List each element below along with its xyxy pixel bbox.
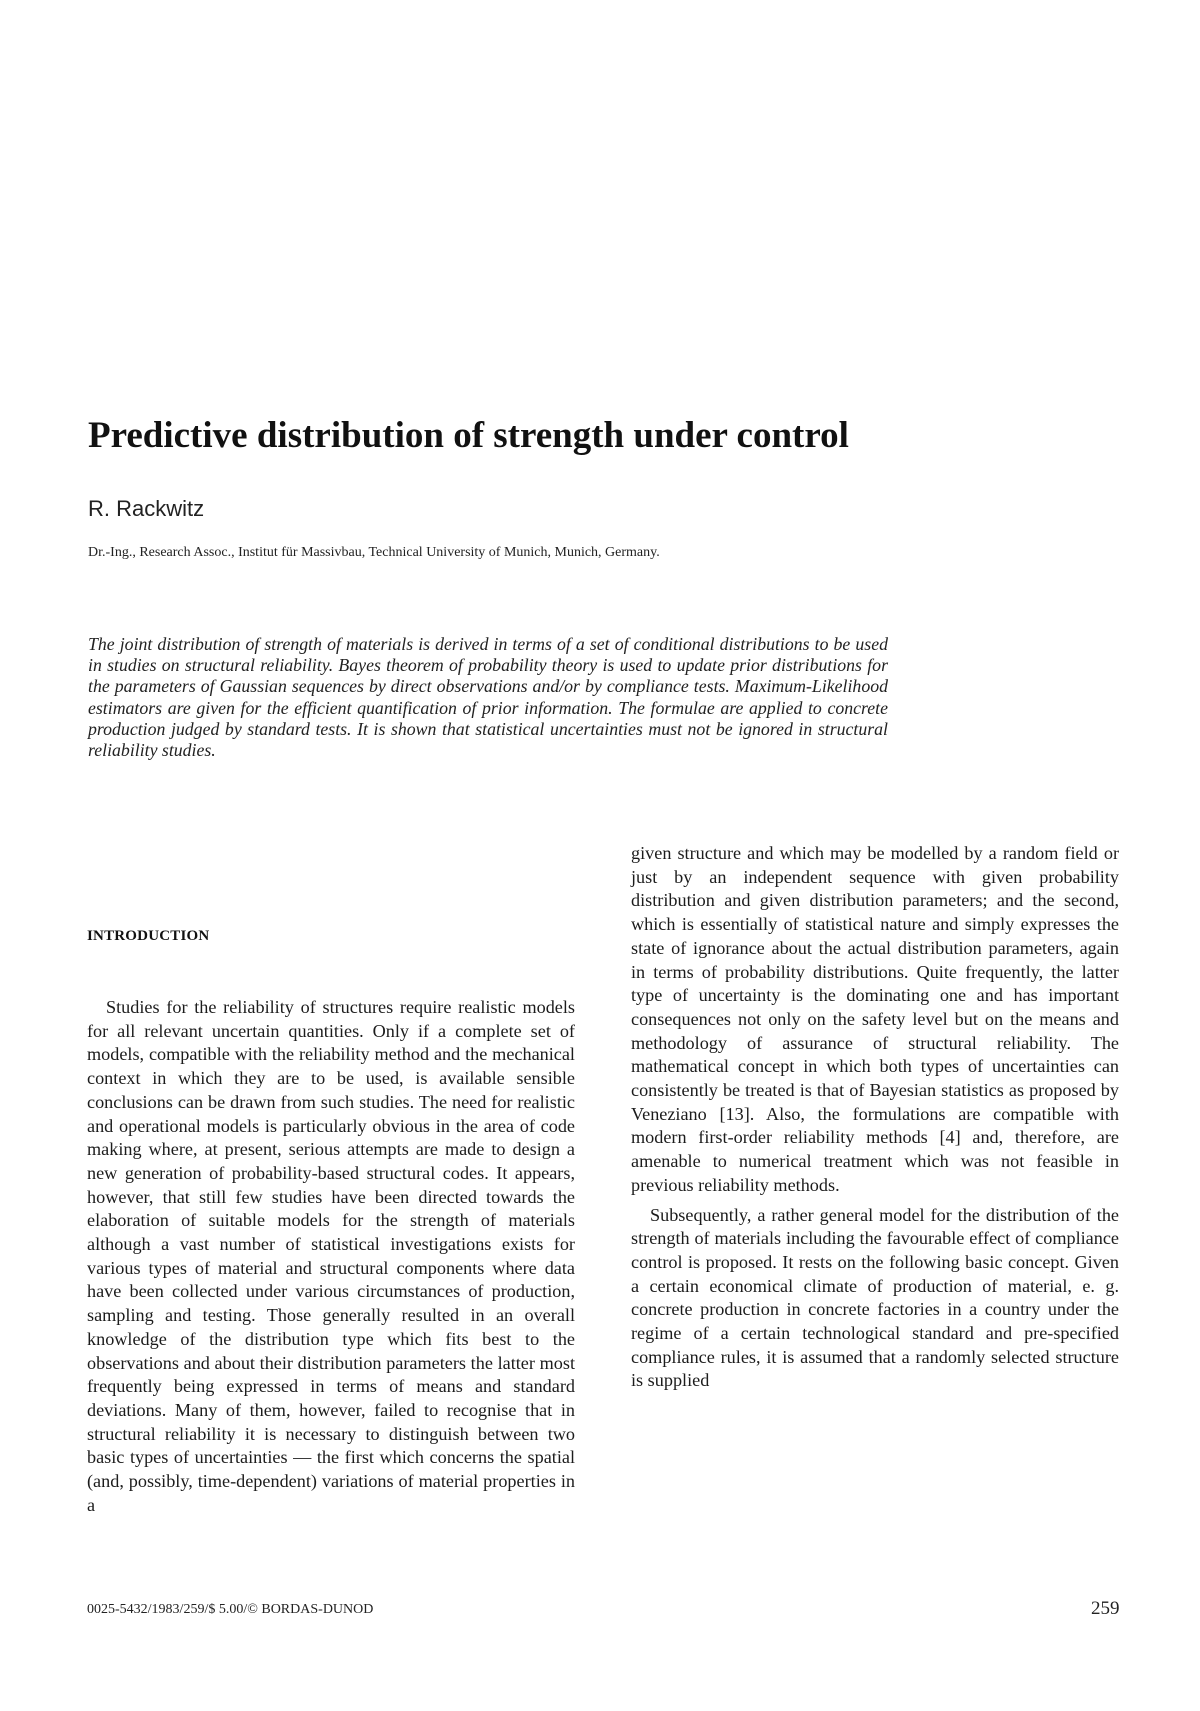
paper-title: Predictive distribution of strength under control [88, 415, 849, 456]
left-paragraph-1: Studies for the reliability of structures require realistic models for all relevant uncertain quantities. Only if a complete set of models, compatible with the reliability method and the mechanical context in which they are to be used, is available sensible conclusions can be drawn from such studies. The need for realistic and operational models is particularly obvious in the area of code making where, at present, serious attempts are made to design a new generation of probability-based structural codes. It appears, however, that still few studies have been directed towards the elaboration of suitable models for the strength of materials although a vast number of statistical investigations exists for various types of material and structural components where data have been collected under various circumstances of production, sampling and testing. Those generally resulted in an overall knowledge of the distribution type which fits best to the observations and about their distribution parameters the latter most frequently being expressed in terms of means and standard deviations. Many of them, however, failed to recognise that in structural reliability it is necessary to distinguish between two basic types of uncertainties — the first which concerns the spatial (and, possibly, time-dependent) variations of material properties in a [87, 997, 575, 1515]
abstract: The joint distribution of strength of materials is derived in terms of a set of conditional distributions to be used in studies on structural reliability. Bayes theorem of probability theory is used to update prior distributions for the parameters of Gaussian sequences by direct observations and/or by compliance tests. Maximum-Likelihood estimators are given for the efficient quantification of prior information. The formulae are applied to concrete production judged by standard tests. It is shown that statistical uncertainties must not be ignored in structural reliability studies. [88, 634, 888, 761]
left-column [87, 996, 575, 1517]
footer-code: 0025-5432/1983/259/$ 5.00/© BORDAS-DUNOD [87, 1602, 374, 1617]
right-paragraph-1: given structure and which may be modelled by a random field or just by an independent sequence with given probability distribution and given distribution parameters; and the second, which is essentially of statistical nature and simply expresses the state of ignorance about the actual distribution parameters, again in terms of probability distributions. Quite frequently, the latter type of uncertainty is the dominating one and has important consequences not only on the safety level but on the means and methodology of assurance of structural reliability. The mathematical concept in which both types of uncertainties can consistently be treated is that of Bayesian statistics as proposed by Veneziano [13]. Also, the formulations are compatible with modern first-order reliability methods [4] and, therefore, are amenable to numerical treatment which was not feasible in previous reliability methods. [631, 843, 1119, 1195]
author-affiliation: Dr.-Ing., Research Assoc., Institut für Massivbau, Technical University of Munich, Munich, Germany. [88, 545, 660, 560]
page-number: 259 [1091, 1598, 1120, 1619]
right-paragraph-2: Subsequently, a rather general model for the distribution of the strength of materials including the favourable effect of compliance control is proposed. It rests on the following basic concept. Given a certain economical climate of production of material, e. g. concrete production in concrete factories in a country under the regime of a certain technological standard and pre-specified compliance rules, it is assumed that a randomly selected structure is supplied [631, 1204, 1119, 1391]
author-name: R. Rackwitz [88, 496, 205, 521]
right-column [631, 842, 1119, 1393]
section-heading-introduction: INTRODUCTION [87, 928, 210, 944]
